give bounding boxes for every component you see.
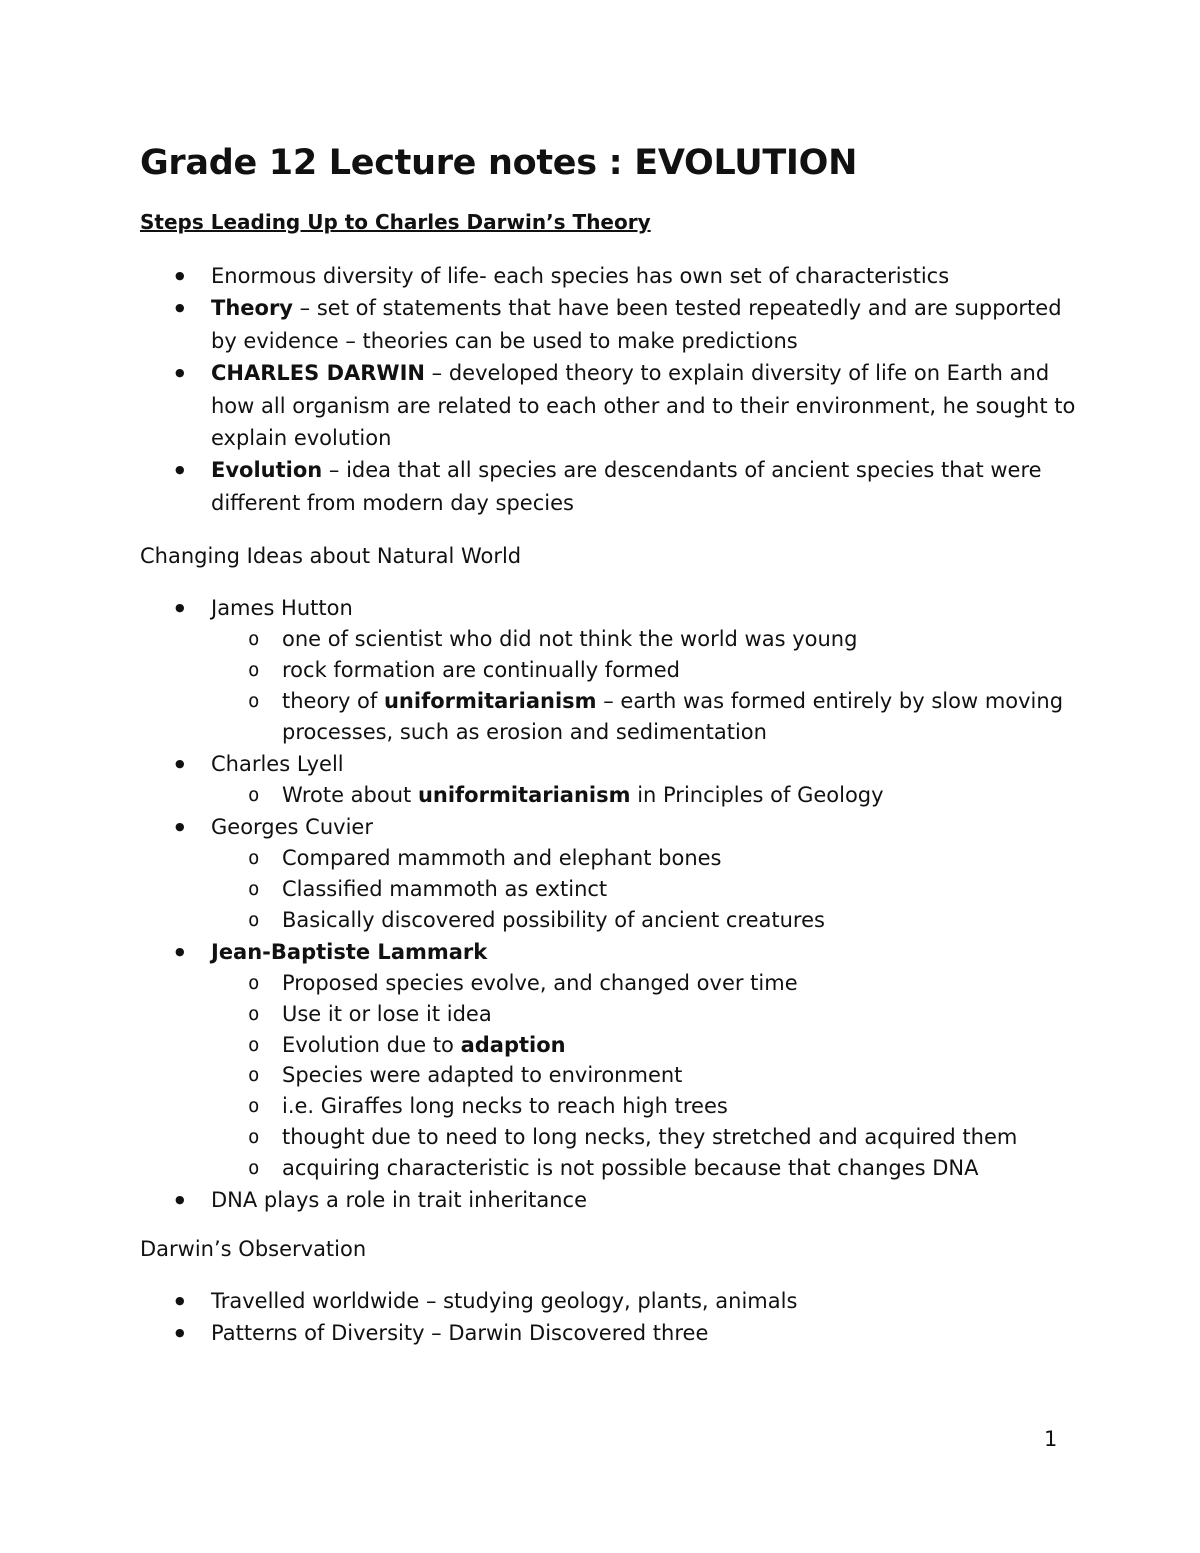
item-text: Patterns of Diversity – Darwin Discovered three xyxy=(211,1321,709,1346)
sub-item: o rock formation are continually formed xyxy=(211,655,1080,686)
item-text: Enormous diversity of life- each species has own set of characteristics xyxy=(211,264,950,288)
list-item-dna xyxy=(140,1184,1080,1216)
sub-marker: o xyxy=(248,908,260,931)
sub-marker: o xyxy=(248,690,260,712)
sub-item: o acquiring characteristic is not possible because that changes DNA xyxy=(211,1153,1080,1184)
item-term: Theory xyxy=(211,296,293,321)
sub-item: o Proposed species evolve, and changed over time xyxy=(211,968,1080,999)
sub-marker: o xyxy=(248,1033,260,1056)
section-heading-darwin-theory: Steps Leading Up to Charles Darwin’s Theory xyxy=(140,210,651,234)
section-heading-natural-world: Changing Ideas about Natural World xyxy=(140,544,522,568)
sub-list-hutton xyxy=(211,624,1080,747)
sub-marker: o xyxy=(248,784,260,806)
sub-marker: o xyxy=(248,659,260,682)
item-term: Evolution xyxy=(211,458,323,483)
sub-marker: o xyxy=(248,1064,260,1087)
list-item xyxy=(140,260,1080,292)
list-item-hutton xyxy=(140,592,1080,748)
list-item xyxy=(140,357,1080,454)
sub-item: o thought due to need to long necks, they stretched and acquired them xyxy=(211,1122,1080,1153)
sub-item: o Evolution due to adaption xyxy=(211,1030,1080,1061)
sub-list-lammark xyxy=(211,968,1080,1184)
item-text: – developed theory to explain diversity of life on Earth and how all organism are related to each other and to their environment, he sought to explain evolution xyxy=(211,361,1076,451)
item-text: DNA plays a role in trait inheritance xyxy=(211,1187,588,1212)
item-name: Georges Cuvier xyxy=(211,814,373,839)
page-title: Grade 12 Lecture notes : EVOLUTION xyxy=(140,143,858,183)
list-item-cuvier xyxy=(140,811,1080,936)
sub-marker: o xyxy=(248,847,260,870)
sub-item: o Species were adapted to environment xyxy=(211,1060,1080,1091)
page-number: 1 xyxy=(1044,1427,1058,1451)
list-item-lammark xyxy=(140,936,1080,1184)
sub-item: o Basically discovered possibility of ancient creatures xyxy=(211,905,1080,936)
bullet-list-natural-world xyxy=(140,592,1080,1216)
item-text: – set of statements that have been tested repeatedly and are supported by evidence – theories can be used to make predictions xyxy=(211,296,1062,353)
sub-marker: o xyxy=(248,1156,260,1179)
sub-marker: o xyxy=(248,628,260,651)
item-name: Charles Lyell xyxy=(211,751,344,776)
sub-marker: o xyxy=(248,972,260,994)
list-item xyxy=(140,1317,1080,1349)
item-term: CHARLES DARWIN xyxy=(211,361,425,386)
sub-item: o Compared mammoth and elephant bones xyxy=(211,843,1080,874)
sub-item: o Wrote about uniformitarianism in Principles of Geology xyxy=(211,780,1080,811)
bullet-list-darwin-observation xyxy=(140,1285,1080,1350)
sub-item: o Classified mammoth as extinct xyxy=(211,874,1080,905)
list-item xyxy=(140,454,1080,519)
bullet-list-darwin-theory xyxy=(140,260,1080,519)
item-name: Jean-Baptiste Lammark xyxy=(211,939,488,964)
list-item xyxy=(140,1285,1080,1317)
sub-marker: o xyxy=(248,1125,260,1148)
sub-item: o theory of uniformitarianism – earth was formed entirely by slow moving processes, such as erosion and sedimentation xyxy=(211,686,1080,748)
list-item-lyell xyxy=(140,748,1080,811)
sub-marker: o xyxy=(248,878,260,900)
section-heading-darwin-observation: Darwin’s Observation xyxy=(140,1237,367,1261)
item-text: – idea that all species are descendants of ancient species that were different from modern day species xyxy=(211,458,1042,515)
item-text: Travelled worldwide – studying geology, plants, animals xyxy=(211,1289,798,1313)
sub-item: o Use it or lose it idea xyxy=(211,999,1080,1030)
sub-list-lyell xyxy=(211,780,1080,811)
item-name: James Hutton xyxy=(211,596,353,620)
sub-list-cuvier xyxy=(211,843,1080,935)
sub-item: o i.e. Giraffes long necks to reach high trees xyxy=(211,1091,1080,1122)
sub-marker: o xyxy=(248,1095,260,1118)
sub-marker: o xyxy=(248,1002,260,1025)
list-item xyxy=(140,292,1080,357)
sub-item: o one of scientist who did not think the world was young xyxy=(211,624,1080,655)
